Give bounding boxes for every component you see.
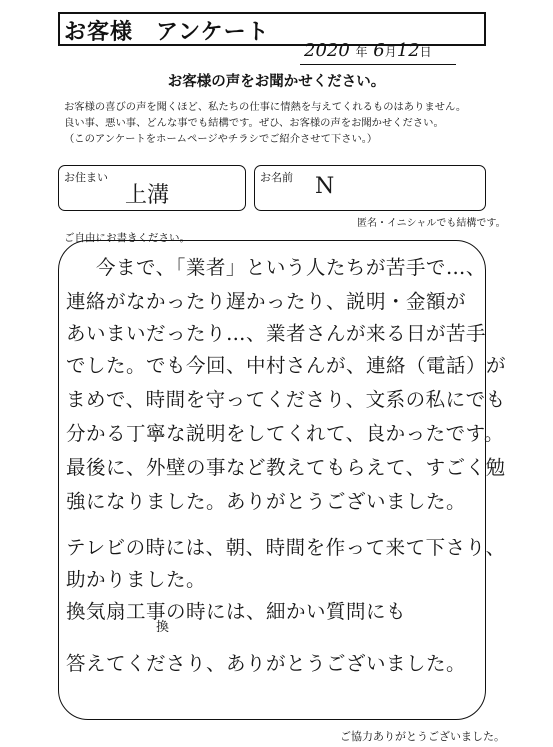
address-value: 上溝	[125, 183, 170, 208]
address-field	[58, 165, 246, 211]
handwritten-line: 強になりました。ありがとうございました。	[66, 490, 467, 513]
intro-line: （このアンケートをホームページやチラシでご紹介させて下さい。）	[64, 133, 378, 145]
handwritten-line: 今まで、「業者」という人たちが苦手で…、	[96, 256, 486, 279]
date-day: 12	[396, 40, 420, 61]
form-title: お客様 アンケート	[64, 20, 270, 45]
handwritten-line: あいまいだったり…、業者さんが来る日が苦手	[66, 322, 487, 345]
intro-line: 良い事、悪い事、どんな事でも結構です。ぜひ、お客様の声をお聞かせください。	[64, 117, 444, 129]
free-comment-label: ご自由にお書きください。	[64, 232, 190, 244]
name-label: お名前	[260, 171, 293, 184]
date-year-unit: 年	[355, 45, 368, 59]
anonymous-note: 匿名・イニシャルでも結構です。	[357, 218, 506, 229]
handwritten-line: 助かりました。	[66, 568, 207, 591]
address-label: お住まい	[64, 171, 108, 184]
thanks-note: ご協力ありがとうございました。	[340, 730, 505, 743]
date-day-unit: 日	[419, 45, 432, 59]
handwritten-line: テレビの時には、朝、時間を作って来て下さり、	[66, 536, 506, 559]
name-value: N	[315, 174, 335, 199]
handwritten-line: 最後に、外壁の事など教えてもらえて、すごく勉	[66, 456, 506, 479]
date-month-unit: 月	[384, 45, 397, 59]
handwritten-line: でした。でも今回、中村さんが、連絡（電話）が	[66, 354, 507, 377]
handwritten-line: 換気扇工事の時には、細かい質問にも	[66, 600, 407, 623]
intro-text	[64, 99, 466, 147]
handwritten-line: 分かる丁寧な説明をしてくれて、良かったです。	[66, 422, 505, 445]
name-field	[254, 165, 486, 211]
form-heading: お客様の声をお聞かせください。	[167, 74, 386, 90]
date-month: 6	[373, 40, 385, 61]
handwritten-line: 答えてくださり、ありがとうございました。	[66, 652, 467, 675]
handwritten-line: まめで、時間を守ってくださり、文系の私にでも	[66, 388, 506, 411]
intro-line: お客様の喜びの声を聞くほど、私たちの仕事に情熱を与えてくれるものはありません。	[64, 101, 467, 113]
handwritten-correction: 換	[156, 620, 170, 635]
handwritten-line: 連絡がなかったり遅かったり、説明・金額が	[66, 290, 467, 313]
survey-date	[304, 40, 432, 61]
date-year: 2020	[304, 40, 350, 61]
date-underline	[300, 64, 456, 65]
